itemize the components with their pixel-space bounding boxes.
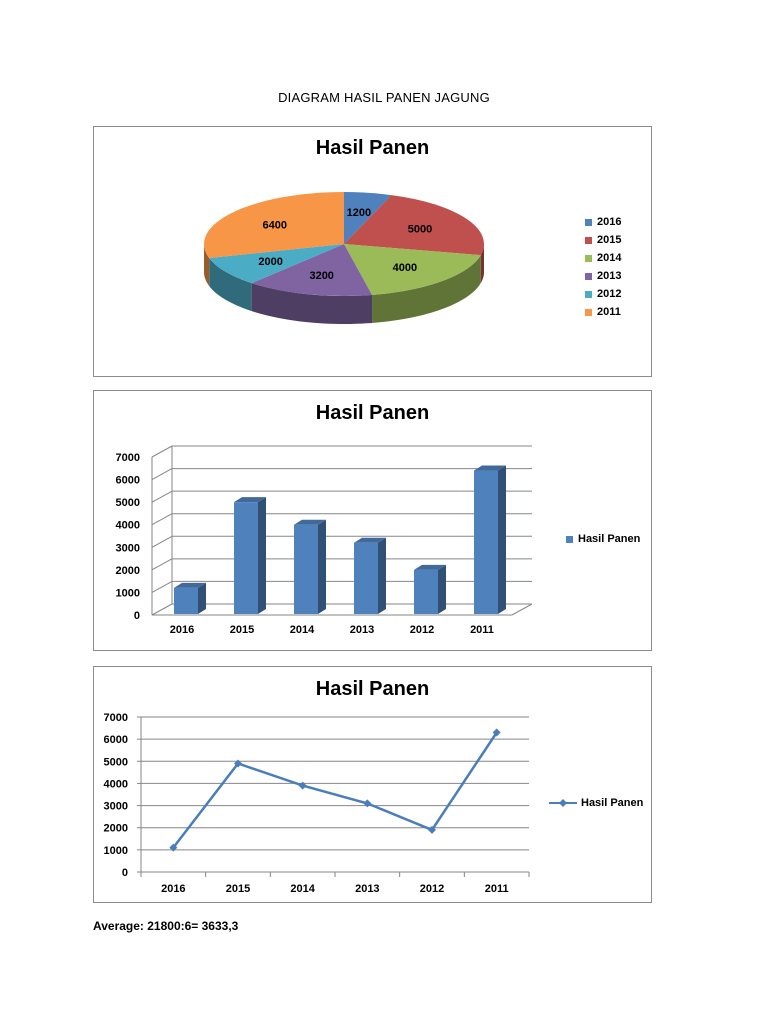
bar-side-2015 [258,497,266,614]
pie-legend-swatch [585,255,592,262]
average-note: Average: 21800:6= 3633,3 [93,919,239,933]
bar-y-tick-label: 2000 [115,564,140,577]
line-y-tick-label: 5000 [103,756,128,769]
bar-grid-side [152,559,172,570]
line-point-2014 [299,782,307,790]
pie-data-label-2014: 4000 [392,262,418,274]
bar-grid-side [152,514,172,525]
pie-legend-item-2014 [585,249,621,267]
pie-chart-title: Hasil Panen [315,137,430,159]
line-chart-title: Hasil Panen [315,678,430,700]
bar-side-2012 [438,565,446,614]
pie-legend-label: 2014 [597,252,622,264]
line-x-tick-label: 2014 [290,883,315,895]
line-legend-label: Hasil Panen [581,797,644,809]
pie-legend-item-2016 [585,213,621,231]
pie-data-label-2013: 3200 [309,270,334,283]
bar-x-tick-label: 2014 [289,624,315,636]
line-y-tick-label: 3000 [103,800,128,813]
line-x-tick-label: 2016 [161,883,186,895]
bar-floor-edge [512,604,532,615]
line-series-hasil-panen [173,733,496,848]
bar-2016 [174,588,198,614]
bar-side-2016 [198,583,206,614]
bar-y-tick-label: 4000 [115,519,140,532]
bar-2013 [354,543,378,614]
line-y-tick-label: 1000 [103,844,128,857]
bar-y-tick-label: 5000 [115,497,140,510]
bar-legend [566,530,640,548]
bar-side-2013 [378,538,386,614]
line-y-tick-label: 7000 [103,712,128,724]
document-title: DIAGRAM HASIL PANEN JAGUNG [278,90,490,105]
pie-data-label-2015: 5000 [407,223,433,236]
bar-grid-side [152,536,172,547]
bar-x-tick-label: 2011 [470,624,494,636]
pie-data-label-2016: 1200 [346,207,372,220]
pie-legend-label: 2011 [597,306,621,318]
pie-legend-label: 2016 [597,216,622,228]
line-chart-panel [93,666,652,903]
pie-legend-label: 2012 [597,288,622,300]
bar-grid-side [152,604,172,615]
bar-chart-panel [93,390,652,651]
pie-legend-label: 2015 [597,234,622,246]
bar-2011 [474,471,498,614]
bar-2012 [414,570,438,614]
pie-data-label-2011: 6400 [262,219,288,232]
line-y-tick-label: 2000 [103,822,128,835]
pie-legend-label: 2013 [597,270,622,282]
bar-legend-label: Hasil Panen [578,533,641,545]
bar-legend-item [566,530,640,548]
bar-y-tick-label: 6000 [115,474,140,487]
bar-grid-side [152,446,172,457]
pie-legend-swatch [585,273,592,280]
bar-x-tick-label: 2016 [169,624,195,636]
line-y-tick-label: 6000 [103,734,128,747]
bar-grid-side [152,581,172,592]
bar-2014 [294,525,318,614]
bar-y-tick-label: 1000 [115,587,140,600]
bar-legend-swatch [566,536,573,543]
line-legend-item [549,794,643,812]
bar-2015 [234,502,258,614]
line-y-tick-label: 0 [121,867,128,879]
pie-legend-item-2012 [585,285,621,303]
line-chart [94,667,651,902]
pie-chart [94,127,651,376]
line-x-tick-label: 2013 [355,883,380,895]
line-legend [549,794,643,812]
pie-data-label-2012: 2000 [258,256,283,269]
line-point-2013 [363,799,371,807]
bar-grid-side [152,469,172,480]
bar-chart [94,391,651,650]
bar-y-tick-label: 7000 [115,452,140,464]
bar-side-2014 [318,520,326,614]
pie-legend-swatch [585,291,592,298]
bar-y-tick-label: 3000 [115,542,140,555]
pie-legend-swatch [585,237,592,244]
bar-x-tick-label: 2013 [349,624,375,636]
pie-legend-swatch [585,219,592,226]
line-x-tick-label: 2012 [419,883,445,895]
line-x-tick-label: 2011 [484,883,509,895]
bar-y-tick-label: 0 [133,610,140,622]
pie-legend-item-2015 [585,231,621,249]
bar-side-2011 [498,466,506,614]
pie-legend-item-2011 [585,303,621,321]
line-legend-marker [549,798,577,808]
bar-grid-side [152,491,172,502]
bar-chart-title: Hasil Panen [315,402,430,424]
pie-legend-swatch [585,309,592,316]
pie-chart-panel [93,126,652,377]
bar-x-tick-label: 2012 [409,624,435,636]
pie-legend [585,213,621,321]
line-y-tick-label: 4000 [103,778,128,791]
bar-x-tick-label: 2015 [229,624,255,636]
pie-legend-item-2013 [585,267,621,285]
line-x-tick-label: 2015 [225,883,251,895]
